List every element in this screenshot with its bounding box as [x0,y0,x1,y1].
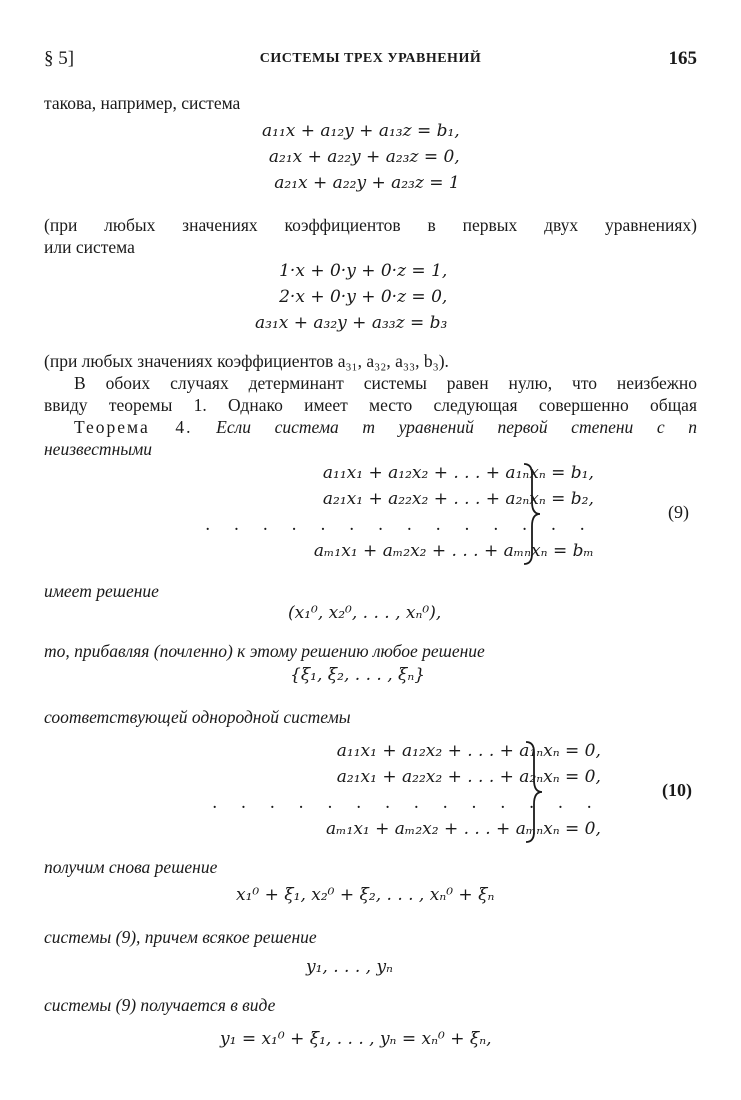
equation-line: a₂₁x₁ + a₂₂x₂ + . . . + a₂ₙxₙ = 0, [336,767,601,787]
theorem-adding-solution: то, прибавляя (почленно) к этому решению любое решение [44,641,485,661]
equation-system-b [255,258,447,336]
equation-line: a₂₁x + a₂₂y + a₂₃z = 1 [274,173,460,193]
equation-line: y₁ = x₁⁰ + ξ₁, . . . , yₙ = xₙ⁰ + ξₙ, [220,1029,492,1049]
equation-dots-row: . . . . . . . . . . . . . . [205,515,594,535]
equation-line: x₁⁰ + ξ₁, x₂⁰ + ξ₂, . . . , xₙ⁰ + ξₙ [236,885,495,905]
equation-line: a₁₁x₁ + a₁₂x₂ + . . . + a₁ₙxₙ = 0, [336,741,601,761]
equation-number-10: (10) [662,780,692,800]
theorem-label: Теорема 4. [74,417,193,437]
theorem-statement-line2: неизвестными [44,439,153,459]
solution-sum [236,882,494,908]
theorem-obtained-form: системы (9) получается в виде [44,995,276,1015]
equation-number-9: (9) [668,502,689,522]
paragraph-determinant-line2: ввиду теоремы 1. Однако имеет место следующая совершенно общая [44,395,697,415]
equation-line: 2·x + 0·y + 0·z = 0, [279,287,448,307]
paragraph-coefficients-line1: (при любых значениях коэффициентов в первых двух уравнениях) [44,215,697,235]
equation-system-a [262,118,460,196]
theorem-text: Если система m уравнений первой степени с n [216,417,698,437]
solution-xi [290,662,425,688]
equation-line: a₃₁x + a₃₂y + a₃₃z = b₃ [255,313,448,333]
paragraph-coefficients-line2: или система [44,237,135,257]
section-marker: § 5] [44,48,75,69]
equation-line: 1·x + 0·y + 0·z = 1, [279,261,448,281]
equation-line: y₁, . . . , yₙ [306,957,393,977]
solution-final [220,1026,492,1052]
equation-line: aₘ₁x₁ + aₘ₂x₂ + . . . + aₘₙxₙ = 0, [325,819,601,839]
theorem-get-again: получим снова решение [44,857,218,877]
theorem-homogeneous: соответствующей однородной системы [44,707,351,727]
equation-dots-row: . . . . . . . . . . . . . . [212,793,601,813]
equation-line: a₂₁x₁ + a₂₂x₂ + . . . + a₂ₙxₙ = b₂, [322,489,594,509]
theorem-statement-line1 [44,416,697,438]
running-title: СИСТЕМЫ ТРЕХ УРАВНЕНИЙ [259,51,482,66]
equation-line: a₂₁x + a₂₂y + a₂₃z = 0, [268,147,460,167]
equation-line: a₁₁x₁ + a₁₂x₂ + . . . + a₁ₙxₙ = b₁, [322,463,594,483]
paragraph-determinant-line1: В обоих случаях детерминант системы равен нулю, что неизбежно [74,373,697,393]
paragraph-coefficients-b: (при любых значениях коэффициентов a₃₁, a₃₂, a₃₃, b₃). [44,351,449,371]
page-number: 165 [668,48,697,69]
paragraph-intro: такова, например, система [44,93,241,113]
running-header [44,48,697,74]
equation-line: aₘ₁x₁ + aₘ₂x₂ + . . . + aₘₙxₙ = bₘ [313,541,594,561]
theorem-has-solution: имеет решение [44,581,159,601]
solution-x0 [288,600,441,626]
right-brace-icon [522,740,546,844]
equation-line: {ξ₁, ξ₂, . . . , ξₙ} [290,665,426,685]
equation-line: a₁₁x + a₁₂y + a₁₃z = b₁, [262,121,460,141]
right-brace-icon [520,462,544,566]
theorem-any-solution: системы (9), причем всякое решение [44,927,317,947]
equation-line: (x₁⁰, x₂⁰, . . . , xₙ⁰), [288,603,442,623]
solution-y [306,954,393,980]
